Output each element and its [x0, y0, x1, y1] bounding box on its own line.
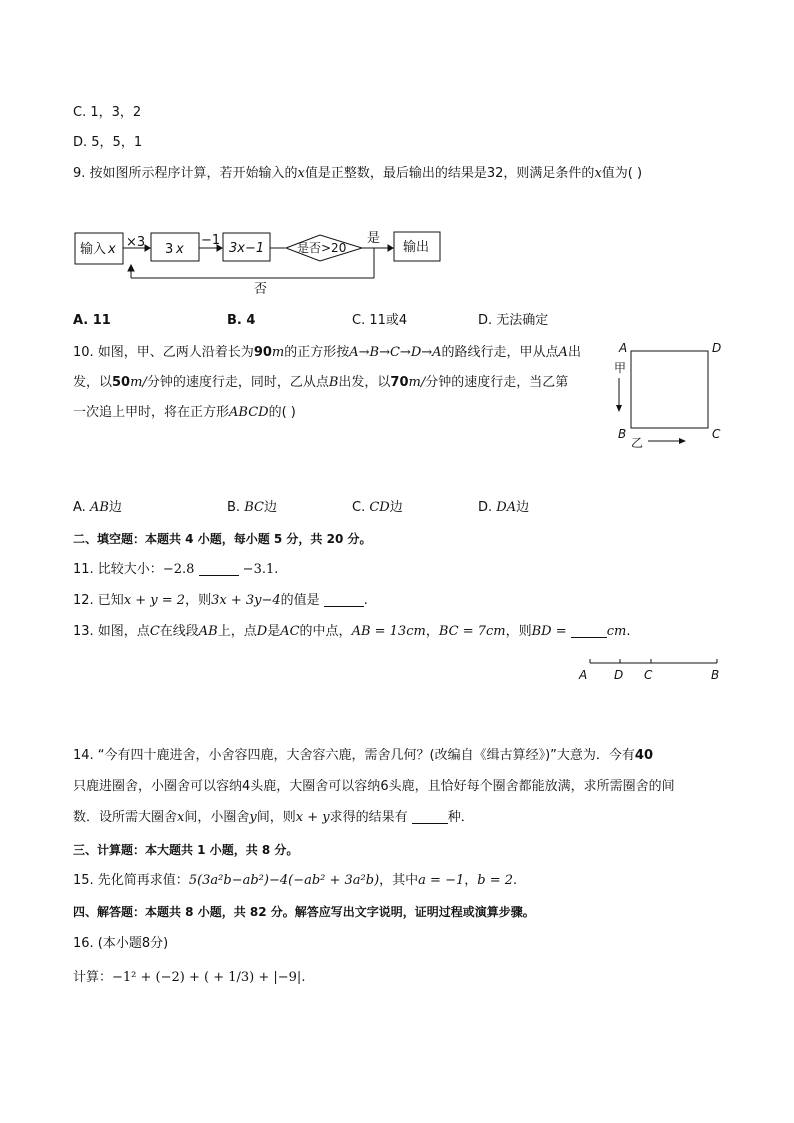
square-label-jia: 甲 — [614, 361, 627, 375]
q9-option-a: A. 11 — [73, 313, 111, 328]
q14-blank[interactable] — [412, 809, 448, 824]
q9-option-c: C. 11或4 — [352, 313, 408, 328]
square-label-d: D — [712, 341, 722, 355]
q14-line1: 14. “今有四十鹿进舍，小舍容四鹿，大舍容六鹿，需舍几何？(改编自《缉古算经》)”大意为．今有40 — [73, 748, 654, 763]
q8-option-c: C. 1，3，2 — [73, 105, 142, 120]
flow-output-label: 输出 — [403, 240, 430, 255]
q15: 15. 先化简再求值：5(3a²b−ab²)−4(−ab² + 3a²b)，其中a = −1，b = 2. — [73, 873, 518, 888]
q12: 12. 已知x + y = 2，则3x + 3y−4的值是 . — [73, 593, 368, 608]
square-label-c: C — [712, 427, 721, 441]
q16-expression: −1² + (−2) + ( + 1/3) + |−9| — [112, 970, 302, 985]
flow-input-label: 输入 — [80, 242, 107, 257]
q10-option-c: C. CD边 — [352, 500, 403, 515]
q11: 11. 比较大小：−2.8 −3.1. — [73, 562, 279, 577]
segment-label-b: B — [711, 668, 720, 682]
q10-stem-line1: 10. 如图，甲、乙两人沿着长为90m的正方形按A→B→C→D→A的路线行走，甲从点A出 — [73, 345, 581, 360]
flow-yes-label: 是 — [367, 231, 381, 246]
section-4-heading: 四、解答题：本题共 8 小题，共 82 分。解答应写出文字说明，证明过程或演算步骤。 — [73, 905, 535, 919]
square-label-b: B — [618, 427, 627, 441]
q10-option-b: B. BC边 — [227, 500, 277, 515]
square-label-yi: 乙 — [631, 436, 644, 450]
flow-box2-label: 3x−1 — [229, 241, 265, 256]
q9-option-b: B. 4 — [227, 313, 256, 328]
q15-expression: 5(3a²b−ab²)−4(−ab² + 3a²b) — [188, 873, 380, 888]
q13: 13. 如图，点C在线段AB上，点D是AC的中点，AB = 13cm，BC = 7cm，则BD = cm. — [73, 624, 631, 639]
q9-option-d: D. 无法确定 — [478, 313, 549, 328]
q14-line2: 只鹿进圈舍，小圈舍可以容纳4头鹿，大圈舍可以容纳6头鹿，且恰好每个圈舍都能放满，求所需圈舍的间 — [73, 779, 675, 794]
q10-stem-line2: 发，以50m/分钟的速度行走，同时，乙从点B出发，以70m/分钟的速度行走，当乙第 — [73, 375, 569, 390]
flow-op-minus1: −1 — [201, 233, 221, 248]
q14-line3: 数．设所需大圈舍x间，小圈舍y间，则x + y求得的结果有 种． — [73, 810, 474, 825]
q8-option-d: D. 5，5，1 — [73, 135, 143, 150]
flow-op-times3: ×3 — [126, 235, 146, 250]
flow-box1-var: x — [176, 242, 184, 257]
q16-expression-line: 计算：−1² + (−2) + ( + 1/3) + |−9|. — [73, 970, 306, 985]
flow-no-label: 否 — [254, 282, 268, 297]
flow-decision-label: 是否>20 — [297, 241, 347, 255]
q10-option-d: D. DA边 — [478, 500, 530, 515]
q10-option-a: A. AB边 — [73, 500, 122, 515]
flow-box1-coef: 3 — [165, 242, 174, 257]
square-label-a: A — [619, 341, 628, 355]
section-3-heading: 三、计算题：本大题共 1 小题，共 8 分。 — [73, 843, 299, 857]
section-2-heading: 二、填空题：本题共 4 小题，每小题 5 分，共 20 分。 — [73, 532, 372, 546]
segment-label-c: C — [644, 668, 653, 682]
segment-label-d: D — [614, 668, 624, 682]
q9-stem: 9. 按如图所示程序计算，若开始输入的x值是正整数，最后输出的结果是32，则满足条件的x值为( ) — [73, 166, 643, 181]
segment-label-a: A — [579, 668, 588, 682]
q16-title: 16. (本小题8分) — [73, 936, 169, 951]
q10-stem-line3: 一次追上甲时，将在正方形ABCD的( ) — [73, 405, 296, 420]
flow-input-var: x — [108, 242, 116, 257]
